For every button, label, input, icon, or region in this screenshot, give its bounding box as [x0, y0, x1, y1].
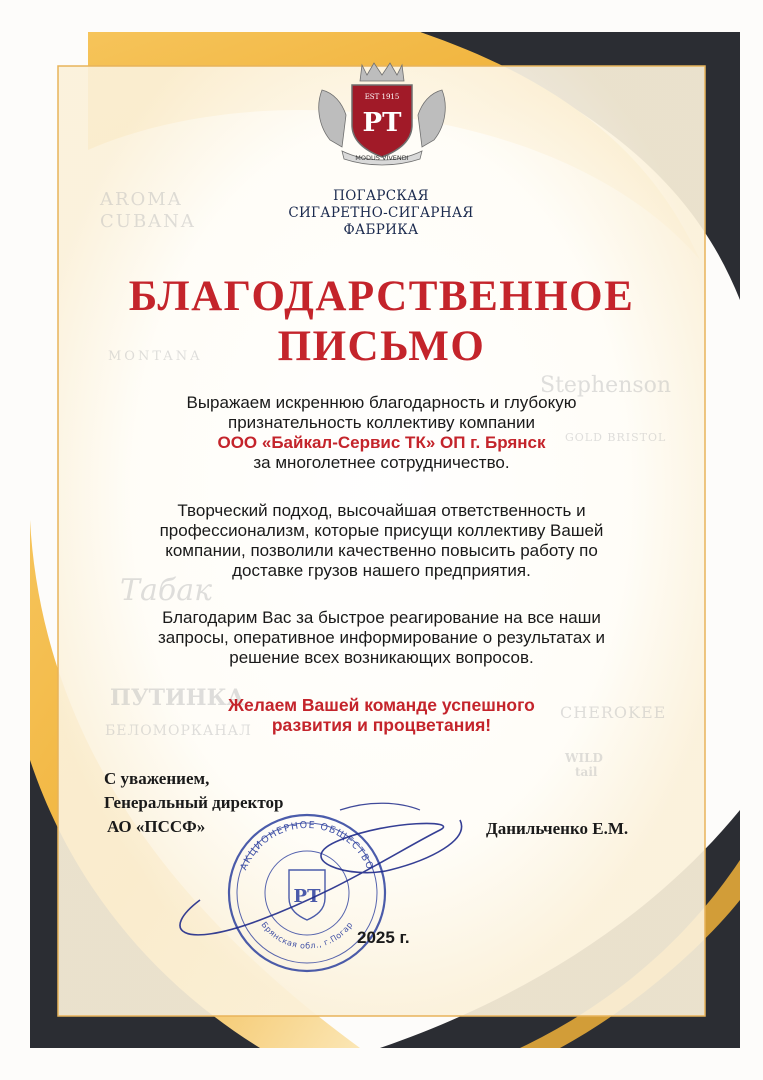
logo-monogram: PT — [362, 108, 402, 138]
paragraph-gratitude — [95, 393, 668, 473]
signer-name: Данильченко Е.М. — [486, 819, 629, 838]
letter-date: 2025 г. — [357, 928, 410, 947]
title-line-1: БЛАГОДАРСТВЕННОЕ — [128, 273, 635, 320]
stamp-bottom-text: Брянская обл., г.Погар — [259, 920, 355, 951]
wish-line-2: развития и процветания! — [271, 715, 492, 735]
signer-organization: АО «ПССФ» — [107, 817, 206, 836]
wm-tail: tail — [575, 765, 598, 779]
recipient-company: ООО «Байкал-Сервис ТК» ОП г. Брянск — [217, 433, 546, 452]
handwritten-signature — [140, 790, 500, 950]
wm-stephenson: Stephenson — [540, 373, 672, 398]
factory-line-2: СИГАРЕТНО-СИГАРНАЯ — [288, 205, 474, 221]
p3-line-3: решение всех возникающих вопросов. — [229, 648, 534, 667]
paragraph-approach — [95, 501, 668, 581]
wm-putinka: ПУТИНКА — [110, 685, 245, 711]
factory-name — [231, 188, 531, 239]
wm-tabak: Табак — [120, 573, 213, 608]
wm-bristol: GOLD BRISTOL — [565, 431, 667, 444]
closing-regards: С уважением, — [104, 769, 210, 788]
letter-title — [90, 272, 673, 372]
factory-line-3: ФАБРИКА — [343, 222, 419, 238]
wm-wild: WILD — [565, 751, 603, 765]
paragraph-thanks — [95, 608, 668, 668]
left-bear-supporter — [319, 90, 346, 147]
signer-position: Генеральный директор — [104, 793, 284, 812]
wm-cherokee: CHEROKEE — [560, 703, 667, 722]
wm-belomor: БЕЛОМОРКАНАЛ — [105, 723, 252, 739]
p1-line-4: за многолетнее сотрудничество. — [253, 453, 510, 472]
p2-line-3: компании, позволили качественно повысить работу по — [165, 541, 598, 560]
p1-line-1: Выражаем искреннюю благодарность и глубокую — [186, 393, 577, 412]
right-bear-supporter — [418, 90, 445, 147]
logo-motto: MODUS VIVENDI — [355, 154, 409, 162]
p1-line-2: признательность коллективу компании — [228, 413, 535, 432]
p2-line-1: Творческий подход, высочайшая ответственность и — [177, 501, 586, 520]
crown-icon — [360, 63, 404, 81]
stamp-monogram: PT — [293, 886, 321, 907]
wish-line-1: Желаем Вашей команде успешного — [228, 695, 535, 715]
wm-aroma: AROMA — [100, 189, 183, 210]
factory-line-1: ПОГАРСКАЯ — [333, 188, 429, 204]
p2-line-2: профессионализм, которые присущи коллективу Вашей — [159, 521, 604, 540]
wm-cubana: CUBANA — [100, 211, 196, 232]
stamp-top-text: АКЦИОНЕРНОЕ ОБЩЕСТВО — [238, 819, 376, 872]
p3-line-1: Благодарим Вас за быстрое реагирование на все наши — [162, 608, 601, 627]
company-logo — [312, 55, 452, 167]
wish-text — [150, 695, 613, 735]
p2-line-4: доставке грузов нашего предприятия. — [232, 561, 531, 580]
wm-montana: MONTANA — [108, 349, 203, 364]
title-line-2: ПИСЬМО — [277, 323, 486, 370]
p3-line-2: запросы, оперативное информирование о результатах и — [157, 628, 606, 647]
logo-est: EST 1915 — [364, 93, 400, 101]
